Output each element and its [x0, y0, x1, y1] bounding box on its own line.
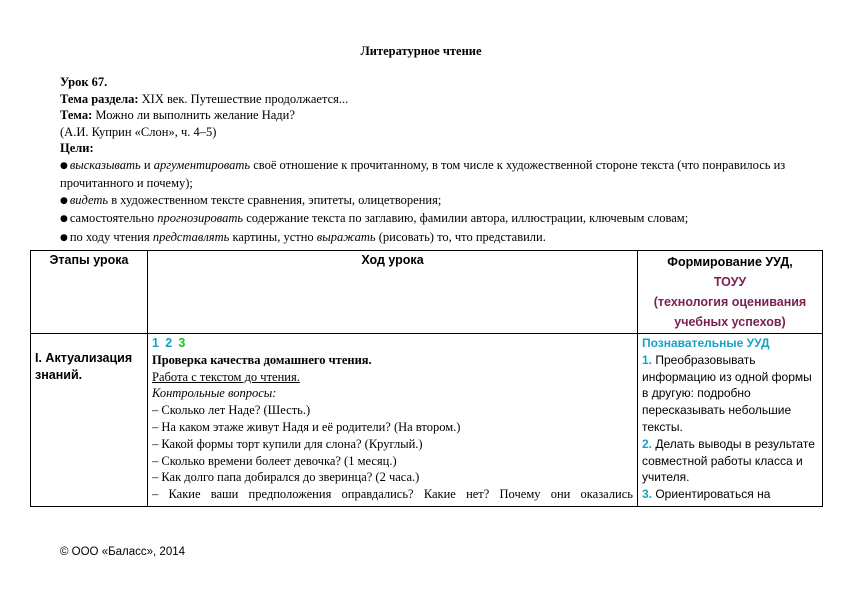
table-header-row — [31, 251, 823, 334]
goal-item — [60, 210, 790, 229]
section-value: XIX век. Путешествие продолжается... — [138, 91, 349, 106]
bullet-icon: ● — [60, 232, 68, 243]
uud-item — [642, 352, 818, 436]
uud-item-text: Делать выводы в результате совместной работы класса и учителя. — [642, 436, 815, 485]
topic-label: Тема: — [60, 108, 93, 122]
question-item: – Сколько времени болеет девочка? (1 месяц.) — [152, 453, 397, 468]
goal-text: по ходу чтения — [69, 229, 153, 244]
lesson-intro — [60, 74, 790, 247]
header-touu-desc: (технология оценивания учебных успехов) — [653, 295, 807, 329]
bullet-icon: ● — [60, 195, 68, 206]
work-label: Работа с текстом до чтения. — [152, 369, 300, 384]
question-item: – Какие ваши предположения оправдались? Какие нет? Почему они оказались — [152, 487, 633, 502]
header-uud — [638, 251, 823, 334]
lesson-number: Урок 67. — [60, 75, 108, 89]
lesson-table — [30, 250, 823, 507]
goal-text: в художественном тексте сравнения, эпитеты, олицетворения; — [108, 192, 442, 207]
copyright: © ООО «Баласс», 2014 — [60, 546, 186, 558]
uud-item-number: 3. — [642, 487, 653, 502]
goal-text: самостоятельно — [69, 211, 158, 225]
uud-item-number: 2. — [642, 436, 653, 451]
document-title: Литературное чтение — [360, 44, 482, 58]
table-row — [31, 334, 823, 507]
goal-text: (рисовать) то, что представили. — [375, 229, 546, 244]
stage-cell — [31, 334, 148, 507]
header-course: Ход урока — [148, 251, 638, 334]
uud-list — [642, 352, 818, 503]
topic-line — [60, 107, 790, 124]
uud-item-text: Ориентироваться на — [652, 487, 771, 502]
header-stages: Этапы урока — [31, 251, 148, 334]
goal-item — [60, 192, 790, 211]
question-item: – Как долго папа добирался до зверинца? (2 часа.) — [152, 470, 420, 485]
bullet-icon: ● — [60, 160, 68, 171]
goal-verb: видеть — [69, 192, 109, 207]
question-item: – Какой формы торт купили для слона? (Круглый.) — [152, 436, 423, 451]
header-uud-title: Формирование УУД, — [667, 255, 793, 269]
goals-list — [60, 157, 790, 248]
goal-item — [60, 229, 790, 248]
num-2: 2 — [165, 336, 173, 350]
questions-label: Контрольные вопросы: — [152, 386, 277, 401]
bullet-icon: ● — [60, 214, 68, 224]
goal-text: содержание текста по заглавию, фамилии автора, иллюстрации, ключевым словам; — [243, 211, 689, 225]
goal-item — [60, 157, 790, 192]
uud-item-text: Преобразовывать информацию из одной формы в другую: подробно пересказывать небольшие тексты. — [642, 352, 812, 434]
uud-item-number: 1. — [642, 352, 653, 367]
section-label: Тема раздела: — [60, 91, 139, 106]
goal-verb: прогнозировать — [157, 211, 244, 225]
uud-item — [642, 436, 818, 486]
uud-item — [642, 486, 818, 503]
num-3: 3 — [178, 336, 186, 350]
questions-list — [152, 402, 633, 503]
uud-cell — [638, 334, 823, 507]
goal-verb: выражать — [316, 229, 376, 244]
course-cell — [148, 334, 638, 507]
stage-label: I. Актуализация знаний. — [35, 351, 133, 382]
section-line — [60, 91, 790, 108]
goal-text: своё отношение к прочитанному, в том числе к художественной стороне текста (что понравилось из прочитанного и почему); — [60, 157, 786, 190]
goals-label: Цели: — [60, 141, 94, 155]
question-item: – Сколько лет Наде? (Шесть.) — [152, 403, 311, 418]
goal-text: картины, устно — [229, 229, 317, 244]
goal-verb: высказывать — [69, 157, 141, 172]
uud-title: Познавательные УУД — [642, 336, 770, 350]
source-line: (А.И. Куприн «Слон», ч. 4–5) — [60, 124, 217, 139]
goal-text: и — [140, 157, 154, 172]
stage-numbers — [152, 335, 633, 352]
question-item: – На каком этаже живут Надя и её родители? (На втором.) — [152, 419, 461, 434]
goal-verb: представлять — [152, 229, 230, 244]
goal-verb: аргументировать — [153, 157, 251, 172]
num-1: 1 — [152, 336, 159, 350]
section-heading: Проверка качества домашнего чтения. — [152, 352, 372, 367]
header-touu: ТОУУ — [713, 275, 747, 289]
topic-value: Можно ли выполнить желание Нади? — [92, 108, 295, 122]
